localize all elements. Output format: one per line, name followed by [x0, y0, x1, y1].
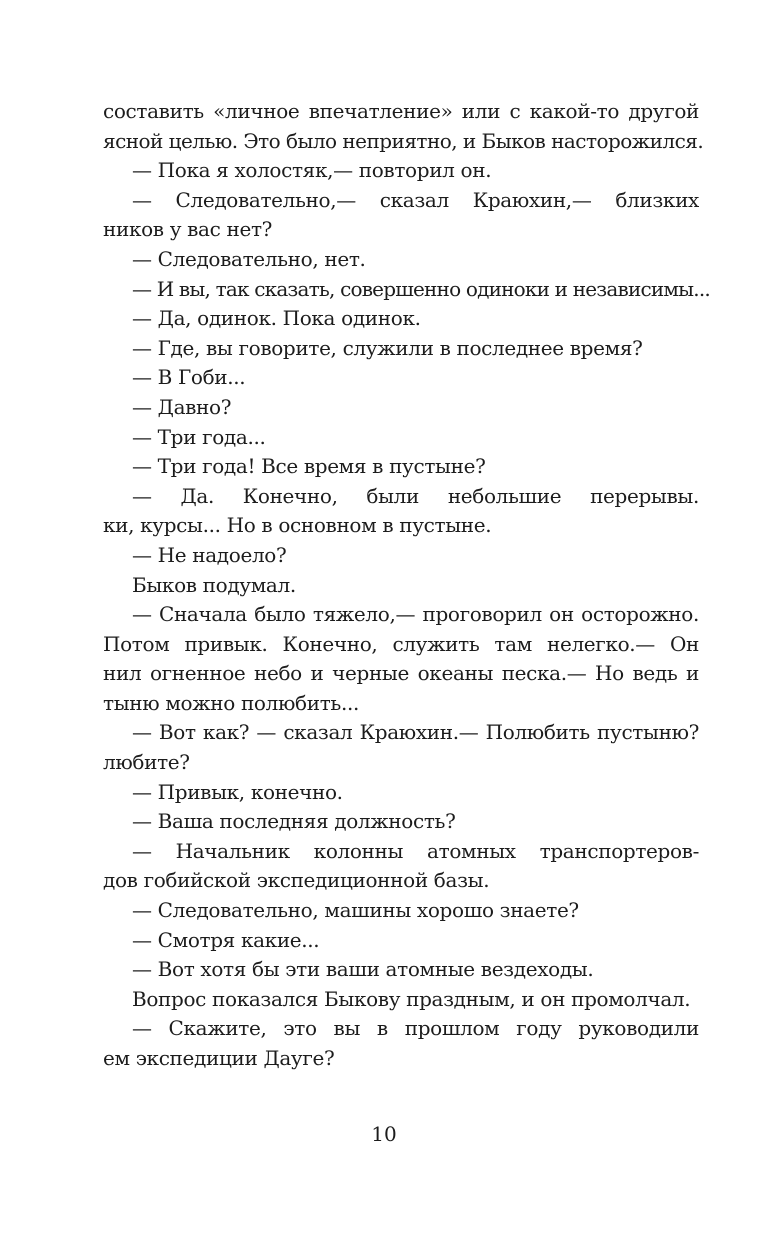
text-line: дов гобийской экспедиционной базы.: [103, 868, 490, 893]
text-line: — Ваша последняя должность?: [132, 809, 456, 834]
text-line: — Вот как? — сказал Краюхин.— Полюбить пустыню?: [132, 720, 699, 745]
text-line: — Вот хотя бы эти ваши атомные вездеходы.: [132, 957, 594, 982]
text-line: — Следовательно, машины хорошо знаете?: [132, 898, 579, 923]
text-line: — Да. Конечно, были небольшие перерывы.: [132, 483, 699, 508]
text-line: — Начальник колонны атомных транспортеров-: [132, 838, 699, 863]
text-line: ясной целью. Это было неприятно, и Быков насторожился.: [103, 128, 704, 153]
page-number: 10: [371, 1122, 397, 1146]
text-line: — Сначала было тяжело,— проговорил он осторожно.: [132, 602, 699, 627]
text-line: ников у вас нет?: [103, 217, 273, 242]
text-line: — В Гоби...: [132, 365, 246, 390]
text-line: — Следовательно,— сказал Краюхин,— близких: [132, 187, 699, 212]
text-line: — Скажите, это вы в прошлом году руководили: [132, 1016, 699, 1041]
text-line: — Да, одинок. Пока одинок.: [132, 306, 421, 331]
text-line: — Не надоело?: [132, 542, 287, 567]
text-line: — Давно?: [132, 394, 232, 419]
text-line: Быков подумал.: [132, 572, 296, 597]
text-line: Вопрос показался Быкову праздным, и он промолчал.: [132, 986, 691, 1011]
text-line: — Три года! Все время в пустыне?: [132, 454, 486, 479]
text-line: тыню можно полюбить...: [103, 690, 359, 715]
text-line: составить «личное впечатление» или с какой-то другой: [103, 99, 699, 123]
text-line: нил огненное небо и черные океаны песка.— Но ведь и: [103, 661, 699, 686]
text-line: — Где, вы говорите, служили в последнее время?: [132, 335, 643, 360]
text-line: — И вы, так сказать, совершенно одиноки и независимы...: [132, 276, 710, 301]
text-line: Потом привык. Конечно, служить там нелегко.— Он: [103, 631, 699, 656]
text-line: — Пока я холостяк,— повторил он.: [132, 158, 492, 183]
body-text: [103, 97, 710, 1074]
text-line: ки, курсы... Но в основном в пустыне.: [103, 513, 492, 538]
text-line: — Смотря какие...: [132, 927, 320, 952]
text-line: — Следовательно, нет.: [132, 246, 366, 271]
text-line: — Три года...: [132, 424, 266, 449]
text-line: любите?: [103, 750, 190, 775]
text-line: — Привык, конечно.: [132, 779, 343, 804]
text-line: ем экспедиции Дауге?: [103, 1046, 335, 1070]
